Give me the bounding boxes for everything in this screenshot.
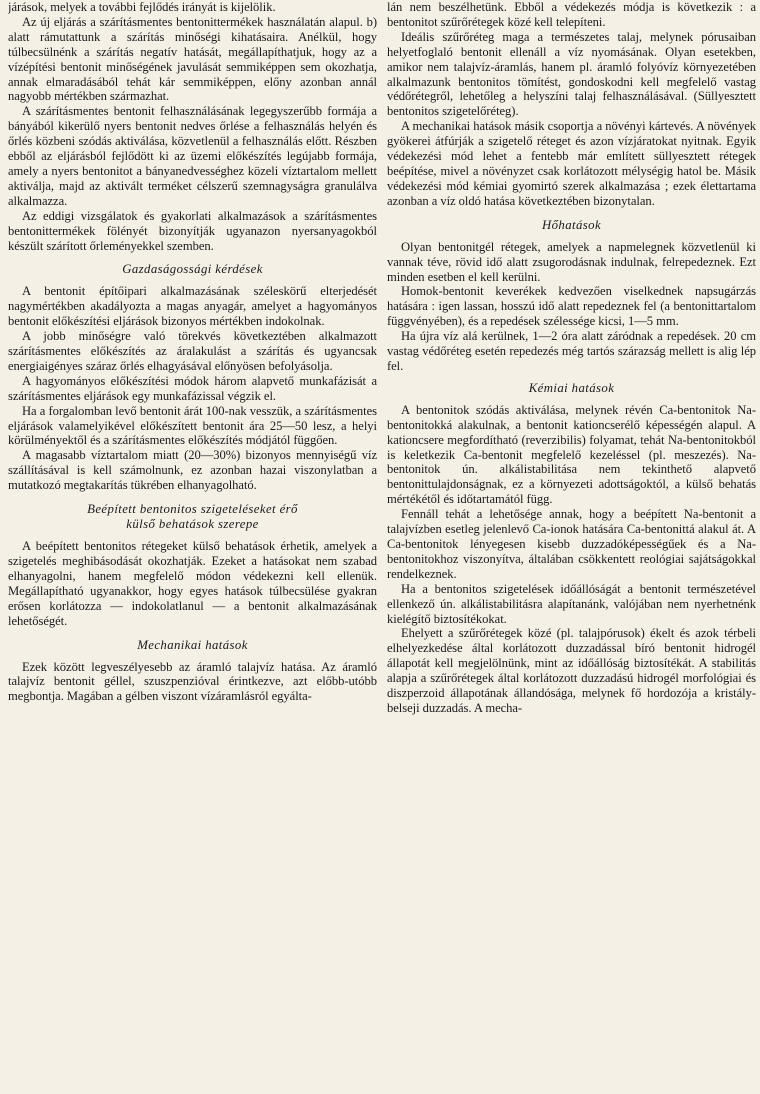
section-heading-chemical: Kémiai hatások [528,380,615,395]
right-column [387,0,756,1094]
section-heading-mechanical: Mechanikai hatások [137,637,248,652]
section-heading-external-effects-line2: külső behatások szerepe [126,517,259,532]
paragraph: Fennáll tehát a lehetősége annak, hogy a beépített Na-bentonit a talajvízben esetleg jelenlevő Ca-ionok hatására Ca-bentonittá alakul át. A Ca-bentonitok lényegesen kisebb duzzadóképességűek és a Na-bentonitokhoz viszonyítva, általában csökkentett reológiai sajátságokkal rendelkeznek. [387,507,756,581]
paragraph: Olyan bentonitgél rétegek, amelyek a napmelegnek közvetlenül ki vannak téve, rövid idő alatt zsugorodásnak indulnak, felrepedeznek. Ezt minden esetben el kell kerülni. [387,239,756,284]
paragraph: A hagyományos előkészítési módok három alapvető munkafázisát a szárításmentes eljárások egy munkafázissal végzik el. [8,373,377,403]
paragraph: A magasabb víztartalom miatt (20—30%) bizonyos mennyiségű víz szállításával is kell számolnunk, ez azonban hazai viszonylatban a mutatkozó megtakarítás tükrében elhanyagolható. [8,448,377,493]
paragraph: A szárításmentes bentonit felhasználásának legegyszerűbb formája a bányából kikerülő nyers bentonit nedves őrlése a felhasználás helyén és őrlés közbeni szódás aktiválása, közvetlenül a felhasználás előtt. Részben ebből az eljárásból fejlődött ki az üzemi előkészítés legújabb formája, amely a nyers bentonitot a bányanedvességhez közeli víztartalom mellett aktiválja, majd az aktivált terméket célszerű szemnagyságra granulálva alkalmazza. [8,104,377,208]
paragraph: Ideális szűrőréteg maga a természetes talaj, melynek pórusaiban helyetfoglaló bentonit ellenáll a víz nyomásának. Olyan esetekben, amikor nem talajvíz-áramlás, hanem pl. áramló folyóvíz környezetében alkalmazunk bentonitos tömítést, gondoskodni kell megfelelő vastag védőrétegről, lehetőleg a helyszíni talaj felhasználásával. (Süllyesztett bentonitos szigetelőréteg). [387,29,756,119]
section-heading-economics: Gazdaságossági kérdések [122,262,263,277]
paragraph: A jobb minőségre való törekvés következtében alkalmazott szárításmentes előkészítés az áralakulást a szárítás és ugyancsak energiaigényes száraz őrlés elhagyásával előnyösen befolyásolja. [8,329,377,373]
paragraph: Az új eljárás a szárításmentes bentonittermékek használatán alapul. b) alatt rámutattunk a szárítás minőségi kihatásaira. Anélkül, hogy túlbecsülnénk a szárítás negatív hatását, megállapíthatjuk, hogy az a vízépítési bentonit minőségének javulását semmiképpen sem okozhatja, annak elmaradásából tehát kár semmiképpen, előny azonban annál nagyobb mértékben származhat. [8,14,377,104]
paragraph: lán nem beszélhetünk. Ebből a védekezés módja is következik : a bentonitot szűrőrétegek közé kell telepíteni. [387,0,756,29]
left-column [8,0,377,1094]
paragraph: A mechanikai hatások másik csoportja a növényi kártevés. A növények gyökerei átfúrják a szigetelő réteget és azon vízjáratokat nyitnak. Egyik védekezési mód lehet a fentebb már említett süllyesztett rétegek beépítése, mivel a növényzet csak korlátozott mélységig hatol be. Másik védekezési mód kémiai gyomirtó szerek alkalmazása ; ezek élettartama azonban a víz oldó hatása következtében bizonytalan. [387,119,756,208]
paragraph: Homok-bentonit keverékek kedvezően viselkednek napsugárzás hatására : igen lassan, hosszú idő alatt repedeznek fel (a bentonittartalom függvényében), és a repedések szélessége kicsi, 1—5 mm. [387,284,756,329]
paragraph: Ha újra víz alá kerülnek, 1—2 óra alatt záródnak a repedések. 20 cm vastag védőréteg esetén repedezés még tartós szárazság mellett is alig lép fel. [387,329,756,373]
paragraph: A beépített bentonitos rétegeket külső behatások érhetik, amelyek a szigetelés meghibásodását okozhatják. Ezeket a hatásokat nem szabad elhanyagolni, hanem megfelelő módon védekezni kell ellenük. Megállapítható ugyanakkor, hogy egyes hatások túlbecsülése gyakran erősen korlátozza — indokolatlanul — a bentonit alkalmazásának lehetőségét. [8,539,377,628]
paragraph: járások, melyek a további fejlődés irányát is kijelölik. [8,0,276,14]
paragraph: Ezek között legveszélyesebb az áramló talajvíz hatása. Az áramló talajvíz bentonit géllel, szuszpenzióval érintkezve, azt előbb-utóbb megbontja. Magában a gélben viszont vízáramlásról egyálta- [8,659,377,704]
paragraph: Ha a forgalomban levő bentonit árát 100-nak vesszük, a szárításmentes eljárások valamelyikével előkészített bentonit ára 25—50 lesz, a helyi körülményektől és a szárításmentes előkészítés módjától függően. [8,403,377,448]
section-heading-external-effects: Beépített bentonitos szigeteléseket érő [87,502,298,517]
paragraph: Ehelyett a szűrőrétegek közé (pl. talajpórusok) ékelt és azok térbeli elhelyezkedése által korlátozott duzzadással bíró bentonit hidrogél állapotát kell megjelölnünk, mint az időállóság biztosítékát. A stabilitás alapja a szűrőrétegek által korlátozott duzzadású hidrogél morfológiai és diszperzoid állapotának állandósága, melynek fő hordozója a kristály-belseji duzzadás. A mecha- [387,626,756,715]
paragraph: A bentonit építőipari alkalmazásának széleskörű elterjedését nagymértékben akadályozta a magas anyagár, amelyet a hagyományos bentonit előkészítési eljárások bizonyos mértékben indokolnak. [8,284,377,329]
paragraph: Az eddigi vizsgálatok és gyakorlati alkalmazások a szárításmentes bentonittermékek fölényét bizonyítják ugyanazon nyersanyagokból készült szárított őrleményekkel szemben. [8,208,377,253]
paragraph: A bentonitok szódás aktiválása, melynek révén Ca-bentonitok Na-bentonitokká alakulnak, a bentonit kationcserélő képességén alapul. A kationcsere megfordítható (reverzibilis) folyamat, tehát Na-bentonitokból is keletkezik Ca-bentonit megfelelő kezeléssel (pl. meszezés). Na-bentonitok ún. alkálistabilitása nem tekinthető alapvető bentonittulajdonságnak, ez a környezeti adottságoktól, a külső behatás mértékétől és időtartamától függ. [387,402,756,507]
paragraph: Ha a bentonitos szigetelések időállóságát a bentonit természetével ellenkező ún. alkálistabilitásra alapítanánk, valójában nem nyerhetnénk kielégítő biztosítékokat. [387,581,756,626]
section-heading-thermal: Hőhatások [541,217,602,232]
